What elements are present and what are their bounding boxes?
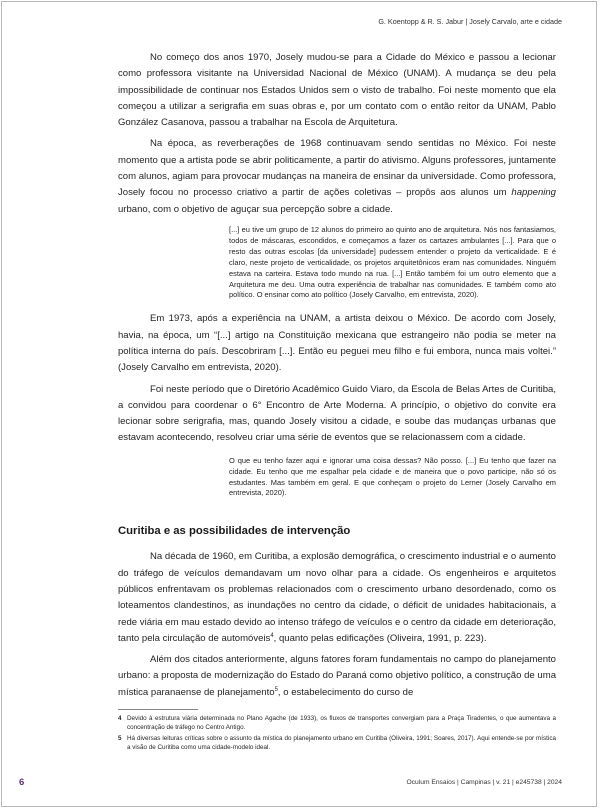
footnote-text: Devido à estrutura viária determinada no Plano Agache (de 1933), os fluxos de transportes convergiam para a Praça Tiradentes, o que aumentava a concentração de tráfego no Centro Antigo. <box>127 715 556 731</box>
paragraph-4: Foi neste período que o Diretório Acadêmico Guido Viaro, da Escola de Belas Artes de Curitiba, a convidou para coordenar o 6° Encontro de Arte Moderna. A princípio, o objetivo do convite era lecionar sobre serigrafia, mas, quando Josely visitou a cidade, e soube das mudanças urbanas que estavam acontecendo, resolveu criar uma série de eventos que se relacionassem com a cidade. <box>118 383 556 444</box>
paragraph-2 <box>118 136 556 217</box>
block-quote-1: [...] eu tive um grupo de 12 alunos do primeiro ao quinto ano de arquitetura. Nós nos fantasiamos, todos de máscaras, escondidos, e começamos a fazer os cartazes ambulantes [...]. Para que o resto das outras escolas [da universidade] pudessem entender o projeto da verticalidade. E é claro, neste projeto de verticalidade, os projetos arquitetônicos eram nas comunidades. Ninguém estava na carteira. Estava todo mundo na rua. [...] Então também foi um outro elemento que a Arquitetura me deu. Uma outra experiência de trabalhar nas comunidades. E também como ato político. O ensinar como ato político (Josely Carvalho, em entrevista, 2020). <box>229 224 556 300</box>
footnote-mark: 4 <box>118 715 122 722</box>
paragraph-3: Em 1973, após a experiência na UNAM, a artista deixou o México. De acordo com Josely, havia, na época, um “[...] artigo na Constituição mexicana que estrangeiro não podia se meter na política interna do país. Descobriram [...]. Então eu peguei meu filho e fui embora, nunca mais voltei.” (Josely Carvalho em entrevista, 2020). <box>118 313 556 374</box>
happening-term: happening <box>511 187 556 199</box>
section-heading: Curitiba e as possibilidades de intervenção <box>118 525 351 538</box>
footnote-mark: 5 <box>118 734 122 742</box>
paragraph-1: No começo dos anos 1970, Josely mudou-se para a Cidade do México e passou a lecionar como professora visitante na Universidad Nacional de México (UNAM). A mudança se deu pela impossibilidade de continuar nos Estados Unidos sem o visto de trabalho. Foi neste momento que ela começou a utilizar a serigrafia em suas obras e, por um contato com o então reitor da UNAM, Pablo González Casanova, passou a trabalhar na Escola de Arquitetura. <box>118 52 556 129</box>
journal-info: Oculum Ensaios | Campinas | v. 21 | e245738 | 2024 <box>406 779 562 786</box>
footnote-ref-4[interactable]: 4 <box>270 632 274 639</box>
footnote-text: Há diversas leituras críticas sobre o assunto da mística do planejamento urbano em Curitiba (Oliveira, 1991; Soares, 2017). Aqui entende-se por mística a visão de Curitiba como uma cidade-modelo ideal. <box>127 734 556 751</box>
paragraph-5-text-a: Na década de 1960, em Curitiba, a explosão demográfica, o crescimento industrial e o aumento do tráfego de veículos demandavam um novo olhar para a cidade. Os engenheiros e arquitetos públicos enfrentavam os problemas relacionados com o crescimento urbano desordenado, como os loteamentos clandestinos, as inundações no centro da cidade, o déficit de unidades habitacionais, a rede viária em mau estado devido ao intenso tráfego de veículos e o centro da cidade em deterioração, tanto pela circulação de automóveis <box>118 551 556 644</box>
article-body <box>118 50 556 706</box>
footnote-4 <box>118 715 556 733</box>
running-header: G. Koentopp & R. S. Jabur | Josely Carvalo, arte e cidade <box>378 17 562 26</box>
paragraph-6-text-b: , o estabelecimento do curso de <box>277 686 414 698</box>
paragraph-6 <box>118 652 556 701</box>
footnote-ref-5[interactable]: 5 <box>274 686 278 693</box>
paragraph-6-text-a: Além dos citados anteriormente, alguns fatores foram fundamentais no campo do planejamento urbano: a proposta de modernização do Estado do Paraná como objetivo político, a construção de uma mística paranaense de planejamento <box>118 654 556 698</box>
block-quote-2: O que eu tenho fazer aqui e ignorar uma coisa dessas? Não posso. [...] Eu tenho que fazer na cidade. Eu tenho que me espalhar pela cidade e de maneira que o povo participe, não só os estudantes. Mas também em geral. E que conheçam o projeto do Lerner (Josely Carvalho em entrevista, 2020). <box>229 455 556 498</box>
page-number: 6 <box>19 777 25 788</box>
paragraph-2-text-b: urbano, com o objetivo de aguçar sua percepção sobre a cidade. <box>118 203 393 215</box>
paragraph-5-text-b: , quanto pelas edificações (Oliveira, 1991, p. 223). <box>273 632 487 644</box>
footnote-divider <box>118 709 198 710</box>
footnotes <box>118 715 556 755</box>
paragraph-2-text-a: Na época, as reverberações de 1968 continuavam sendo sentidas no México. Foi neste momento que a artista pode se abrir politicamente, a partir do ativismo. Alguns professores, juntamente com alunos, agiam para provocar mudanças na maneira de ensinar da universidade. Como professora, Josely focou no processo criativo a partir de ações coletivas – propôs aos alunos um <box>118 138 556 199</box>
footnote-5 <box>118 735 556 753</box>
paragraph-5 <box>118 549 556 647</box>
